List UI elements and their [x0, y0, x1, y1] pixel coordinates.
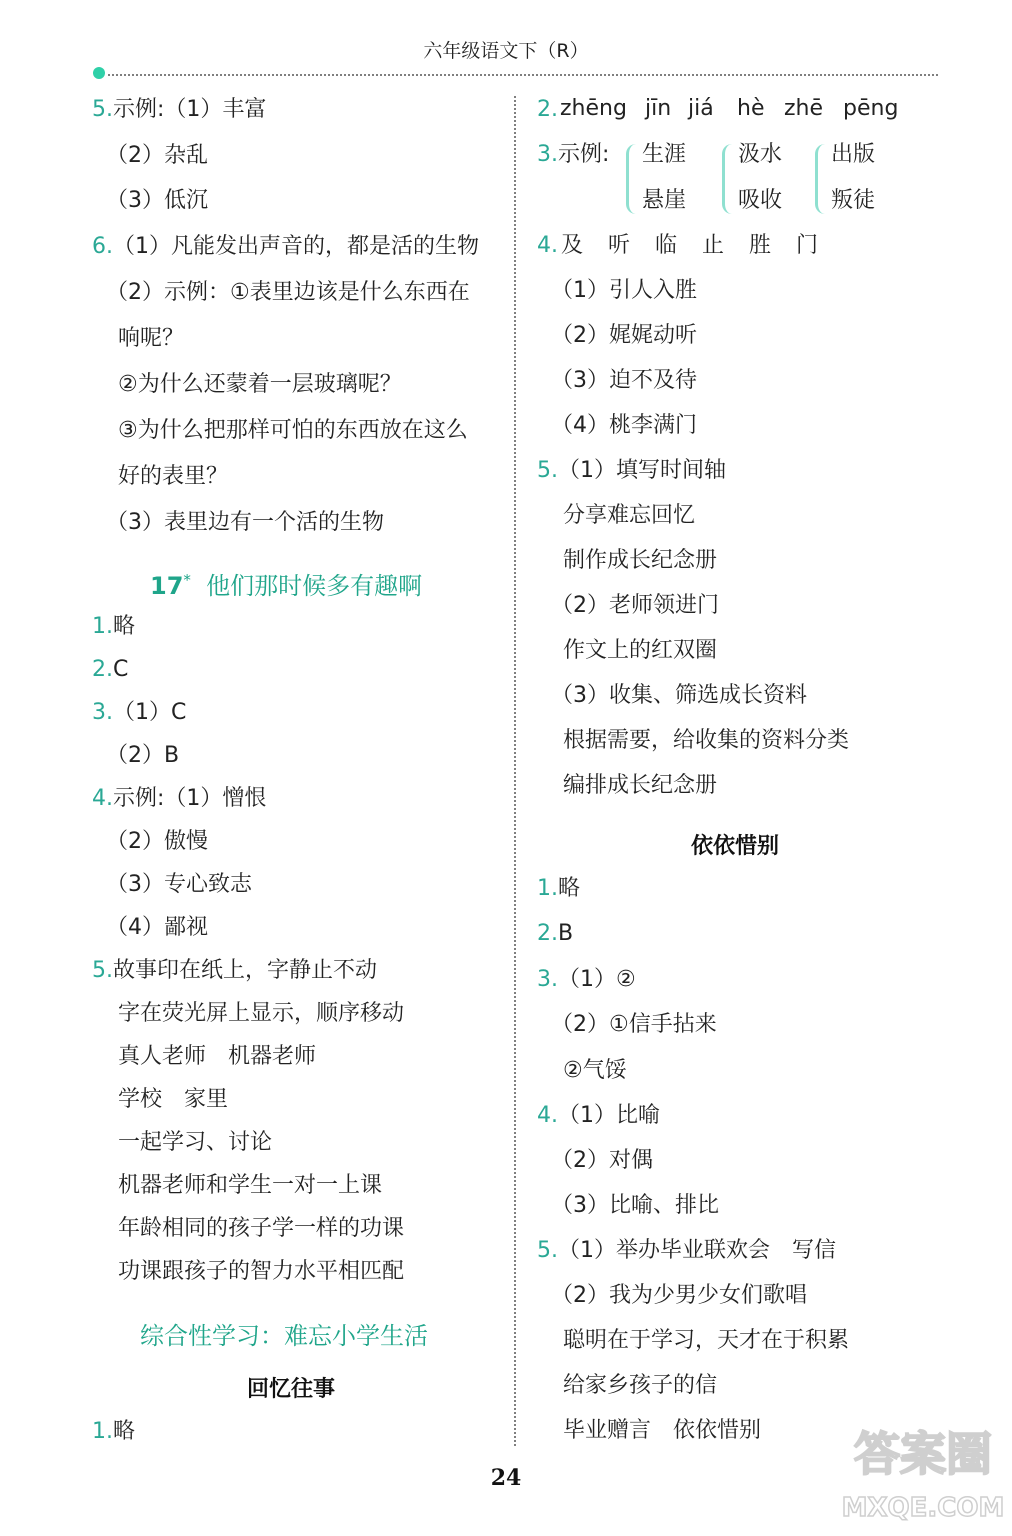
answer-line	[92, 96, 266, 124]
pinyin: pēng	[843, 96, 899, 121]
answer-line	[537, 920, 573, 948]
section-title	[150, 566, 422, 601]
answer-line: 作文上的红双圈	[563, 638, 718, 663]
answer-line: （2）示例：①表里边该是什么东西在	[106, 280, 470, 305]
answer-line	[537, 966, 636, 994]
column-divider	[514, 96, 516, 1446]
answer-line: （1）引人入胜	[551, 278, 697, 303]
item-number: 6.	[92, 234, 113, 259]
answer-text: （1）举办毕业联欢会 写信	[558, 1238, 836, 1263]
answer-line: 功课跟孩子的智力水平相匹配	[118, 1259, 405, 1284]
answer-line: （2）杂乱	[106, 143, 208, 168]
pinyin: hè	[737, 96, 765, 121]
item-number: 4.	[92, 786, 113, 811]
answer-line: 制作成长纪念册	[563, 548, 718, 573]
answer-line: 机器老师和学生一对一上课	[118, 1173, 383, 1198]
answer-line	[537, 232, 558, 260]
word-pair-bottom: 悬崖	[642, 188, 687, 213]
answer-line: 根据需要，给收集的资料分类	[563, 728, 850, 753]
item-number: 1.	[537, 876, 558, 901]
answer-line: （3）收集、筛选成长资料	[551, 683, 807, 708]
answer-line: （2）B	[106, 743, 180, 768]
answer-line: （3）低沉	[106, 188, 208, 213]
item-number: 4.	[537, 233, 558, 258]
answer-line: 字在荧光屏上显示，顺序移动	[118, 1001, 405, 1026]
answer-line: （2）老师领进门	[551, 593, 719, 618]
answer-line	[92, 1418, 135, 1446]
answer-text: C	[113, 657, 129, 682]
answer-line	[537, 1237, 836, 1265]
answer-line: （2）对偶	[551, 1148, 653, 1173]
char-answer: 临	[655, 233, 678, 258]
char-answer: 止	[702, 233, 725, 258]
answer-line	[537, 141, 609, 169]
section-number: 17	[150, 572, 184, 600]
answer-text: B	[558, 921, 574, 946]
item-number: 4.	[537, 1103, 558, 1128]
answer-text: 略	[113, 614, 136, 639]
item-number: 1.	[92, 614, 113, 639]
answer-text: 示例:（1）憎恨	[113, 786, 267, 811]
char-answer: 及	[561, 233, 584, 258]
item-number: 3.	[537, 967, 558, 992]
pinyin: jiá	[688, 96, 714, 121]
brace-icon	[722, 144, 735, 214]
answer-line: 年龄相同的孩子学一样的功课	[118, 1216, 405, 1241]
pinyin: zhēng	[560, 96, 627, 121]
subsection-title: 回忆往事	[247, 1377, 336, 1402]
section-star: *	[183, 571, 191, 589]
watermark-logo	[838, 1408, 1008, 1528]
answer-line	[92, 613, 135, 641]
answer-text: 故事印在纸上，字静止不动	[113, 958, 378, 983]
word-pair-top: 汲水	[738, 142, 783, 167]
answer-text: （1）比喻	[558, 1103, 660, 1128]
char-answer: 门	[796, 233, 819, 258]
answer-text: （1）填写时间轴	[558, 458, 726, 483]
answer-line	[537, 96, 558, 124]
word-pair-bottom: 吸收	[738, 188, 783, 213]
answer-text: 略	[558, 876, 581, 901]
answer-line: 给家乡孩子的信	[563, 1373, 718, 1398]
item-number: 3.	[537, 142, 558, 167]
answer-line	[537, 875, 580, 903]
char-answer: 胜	[749, 233, 772, 258]
char-answer: 听	[608, 233, 631, 258]
header-dot-icon	[93, 67, 105, 79]
answer-line: 真人老师 机器老师	[118, 1044, 317, 1069]
answer-text: （1）②	[558, 967, 636, 992]
answer-line: 响呢？	[118, 326, 185, 351]
page-number: 24	[490, 1465, 522, 1491]
answer-line: （4）桃李满门	[551, 413, 697, 438]
answer-text: 略	[113, 1419, 136, 1444]
section-title-text: 他们那时候多有趣啊	[206, 572, 423, 600]
answer-line	[537, 457, 726, 485]
answer-line: （2）我为少男少女们歌唱	[551, 1283, 807, 1308]
pinyin: jīn	[645, 96, 672, 121]
item-number: 2.	[537, 97, 558, 122]
item-number: 1.	[92, 1419, 113, 1444]
answer-line: 一起学习、讨论	[118, 1130, 273, 1155]
subsection-title: 依依惜别	[691, 834, 780, 859]
word-pair-top: 出版	[831, 142, 876, 167]
word-pair-top: 生涯	[642, 142, 687, 167]
watermark-text: 答案圈	[854, 1427, 992, 1481]
answer-line: （4）鄙视	[106, 915, 208, 940]
answer-line	[92, 785, 266, 813]
answer-line	[92, 233, 479, 261]
word-pair-bottom: 叛徒	[831, 188, 876, 213]
pinyin: zhē	[784, 96, 824, 121]
answer-line: 毕业赠言 依依惜别	[563, 1418, 762, 1443]
answer-line: （2）①信手拈来	[551, 1012, 717, 1037]
item-number: 5.	[537, 458, 558, 483]
answer-text: 示例:	[558, 142, 610, 167]
item-number: 2.	[92, 657, 113, 682]
answer-line	[92, 957, 377, 985]
answer-line: （3）专心致志	[106, 872, 252, 897]
section-title: 综合性学习：难忘小学生活	[140, 1322, 428, 1350]
item-number: 3.	[92, 700, 113, 725]
answer-line: （3）迫不及待	[551, 368, 697, 393]
answer-line: ②气馁	[563, 1058, 627, 1083]
header-divider	[108, 74, 938, 76]
answer-line: （2）娓娓动听	[551, 323, 697, 348]
answer-line	[92, 699, 186, 727]
answer-line: （2）傲慢	[106, 829, 208, 854]
answer-line: （3）表里边有一个活的生物	[106, 510, 384, 535]
brace-icon	[815, 144, 828, 214]
answer-line: 分享难忘回忆	[563, 503, 696, 528]
answer-line	[537, 1102, 660, 1130]
answer-line: 好的表里？	[118, 464, 229, 489]
answer-line: ②为什么还蒙着一层玻璃呢？	[118, 372, 402, 397]
answer-line: 编排成长纪念册	[563, 773, 718, 798]
item-number: 5.	[92, 958, 113, 983]
answer-line: ③为什么把那样可怕的东西放在这么	[118, 418, 468, 443]
watermark-domain: MXQE.COM	[841, 1493, 1005, 1523]
answer-line	[92, 656, 128, 684]
answer-text: （1）凡能发出声音的，都是活的生物	[113, 234, 479, 259]
answer-line: 聪明在于学习，天才在于积累	[563, 1328, 850, 1353]
answer-line: 学校 家里	[118, 1087, 229, 1112]
item-number: 2.	[537, 921, 558, 946]
item-number: 5.	[92, 97, 113, 122]
header-title: 六年级语文下（R）	[423, 40, 589, 62]
answer-text: （1）C	[113, 700, 187, 725]
answer-text: 示例:（1）丰富	[113, 97, 267, 122]
answer-line: （3）比喻、排比	[551, 1193, 719, 1218]
item-number: 5.	[537, 1238, 558, 1263]
brace-icon	[626, 144, 639, 214]
